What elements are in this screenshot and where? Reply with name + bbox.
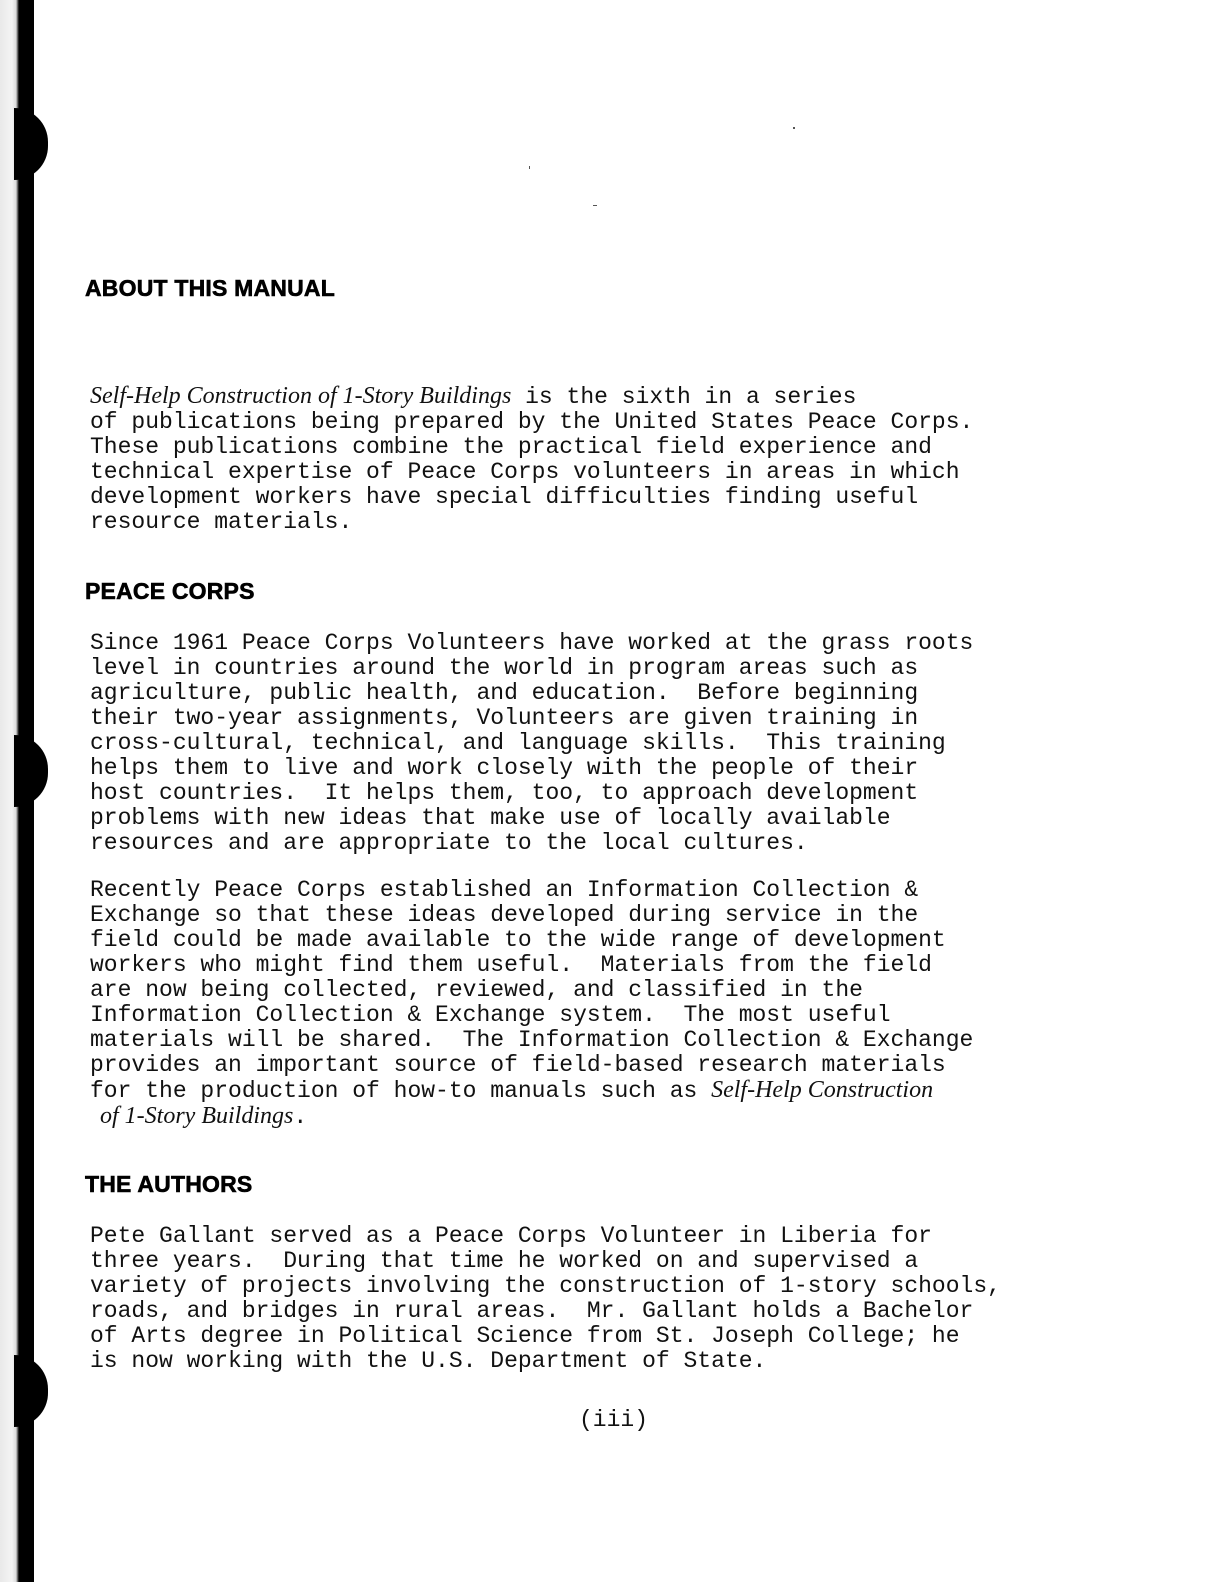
pc2-line: materials will be shared. The Information Collection & Exchange [90, 1027, 974, 1053]
pc2-line: provides an important source of field-based research materials [90, 1052, 946, 1078]
pc2-line: field could be made available to the wide range of development [90, 927, 946, 953]
scan-speck [529, 166, 530, 169]
peace-corps-paragraph-2 [90, 878, 973, 1130]
about-line-6: resource materials. [90, 509, 353, 535]
authors-line: of Arts degree in Political Science from St. Joseph College; he [90, 1323, 960, 1349]
binding-hole-top [14, 108, 48, 180]
pc1-line: resources and are appropriate to the local cultures. [90, 830, 808, 856]
about-line-1-text: is the sixth in a series [511, 384, 857, 410]
about-line-1 [90, 384, 973, 410]
authors-line: is now working with the U.S. Department of State. [90, 1348, 767, 1374]
manual-title: Self-Help Construction of 1-Story Buildings [90, 383, 512, 409]
peace-corps-paragraph-1 [90, 631, 973, 856]
about-line-3: These publications combine the practical field experience and [90, 434, 932, 460]
pc2-line: Exchange so that these ideas developed during service in the [90, 902, 919, 928]
pc1-line: agriculture, public health, and education. Before beginning [90, 680, 919, 706]
manual-title-ref: Self-Help Construction [711, 1077, 934, 1103]
scan-speck [593, 205, 597, 206]
pc1-line: host countries. It helps them, too, to approach development [90, 780, 919, 806]
pc2-line: are now being collected, reviewed, and classified in the [90, 977, 863, 1003]
authors-paragraph [90, 1224, 1001, 1374]
about-line-5: development workers have special difficulties finding useful [90, 484, 919, 510]
pc2-line: Recently Peace Corps established an Information Collection & [90, 877, 919, 903]
authors-heading: THE AUTHORS [85, 1171, 253, 1197]
pc2-line: workers who might find them useful. Materials from the field [90, 952, 932, 978]
binding-hole-middle [14, 735, 48, 807]
pc2-line: Information Collection & Exchange system. The most useful [90, 1002, 891, 1028]
binding-hole-bottom [14, 1355, 48, 1427]
pc2-line-10 [90, 1104, 973, 1130]
pc1-line: Since 1961 Peace Corps Volunteers have worked at the grass roots [90, 630, 974, 656]
about-heading: ABOUT THIS MANUAL [85, 275, 335, 301]
pc1-line: problems with new ideas that make use of locally available [90, 805, 891, 831]
pc2-line-9 [90, 1078, 973, 1104]
page-number: (iii) [579, 1407, 649, 1433]
pc1-line: level in countries around the world in program areas such as [90, 655, 919, 681]
pc2-line-10-end: . [293, 1104, 308, 1130]
about-paragraph [90, 384, 973, 535]
authors-line: Pete Gallant served as a Peace Corps Volunteer in Liberia for [90, 1223, 932, 1249]
scan-speck [793, 127, 795, 129]
authors-line: roads, and bridges in rural areas. Mr. Gallant holds a Bachelor [90, 1298, 974, 1324]
pc1-line: cross-cultural, technical, and language skills. This training [90, 730, 946, 756]
pc1-line: helps them to live and work closely with the people of their [90, 755, 919, 781]
pc1-line: their two-year assignments, Volunteers are given training in [90, 705, 919, 731]
authors-line: three years. During that time he worked on and supervised a [90, 1248, 919, 1274]
about-line-4: technical expertise of Peace Corps volunteers in areas in which [90, 459, 960, 485]
peace-corps-heading: PEACE CORPS [85, 578, 255, 604]
about-line-2: of publications being prepared by the United States Peace Corps. [90, 409, 974, 435]
manual-title-ref-cont: of 1-Story Buildings [100, 1103, 294, 1129]
authors-line: variety of projects involving the construction of 1-story schools, [90, 1273, 1001, 1299]
pc2-line-9-text: for the production of how-to manuals such as [90, 1078, 712, 1104]
